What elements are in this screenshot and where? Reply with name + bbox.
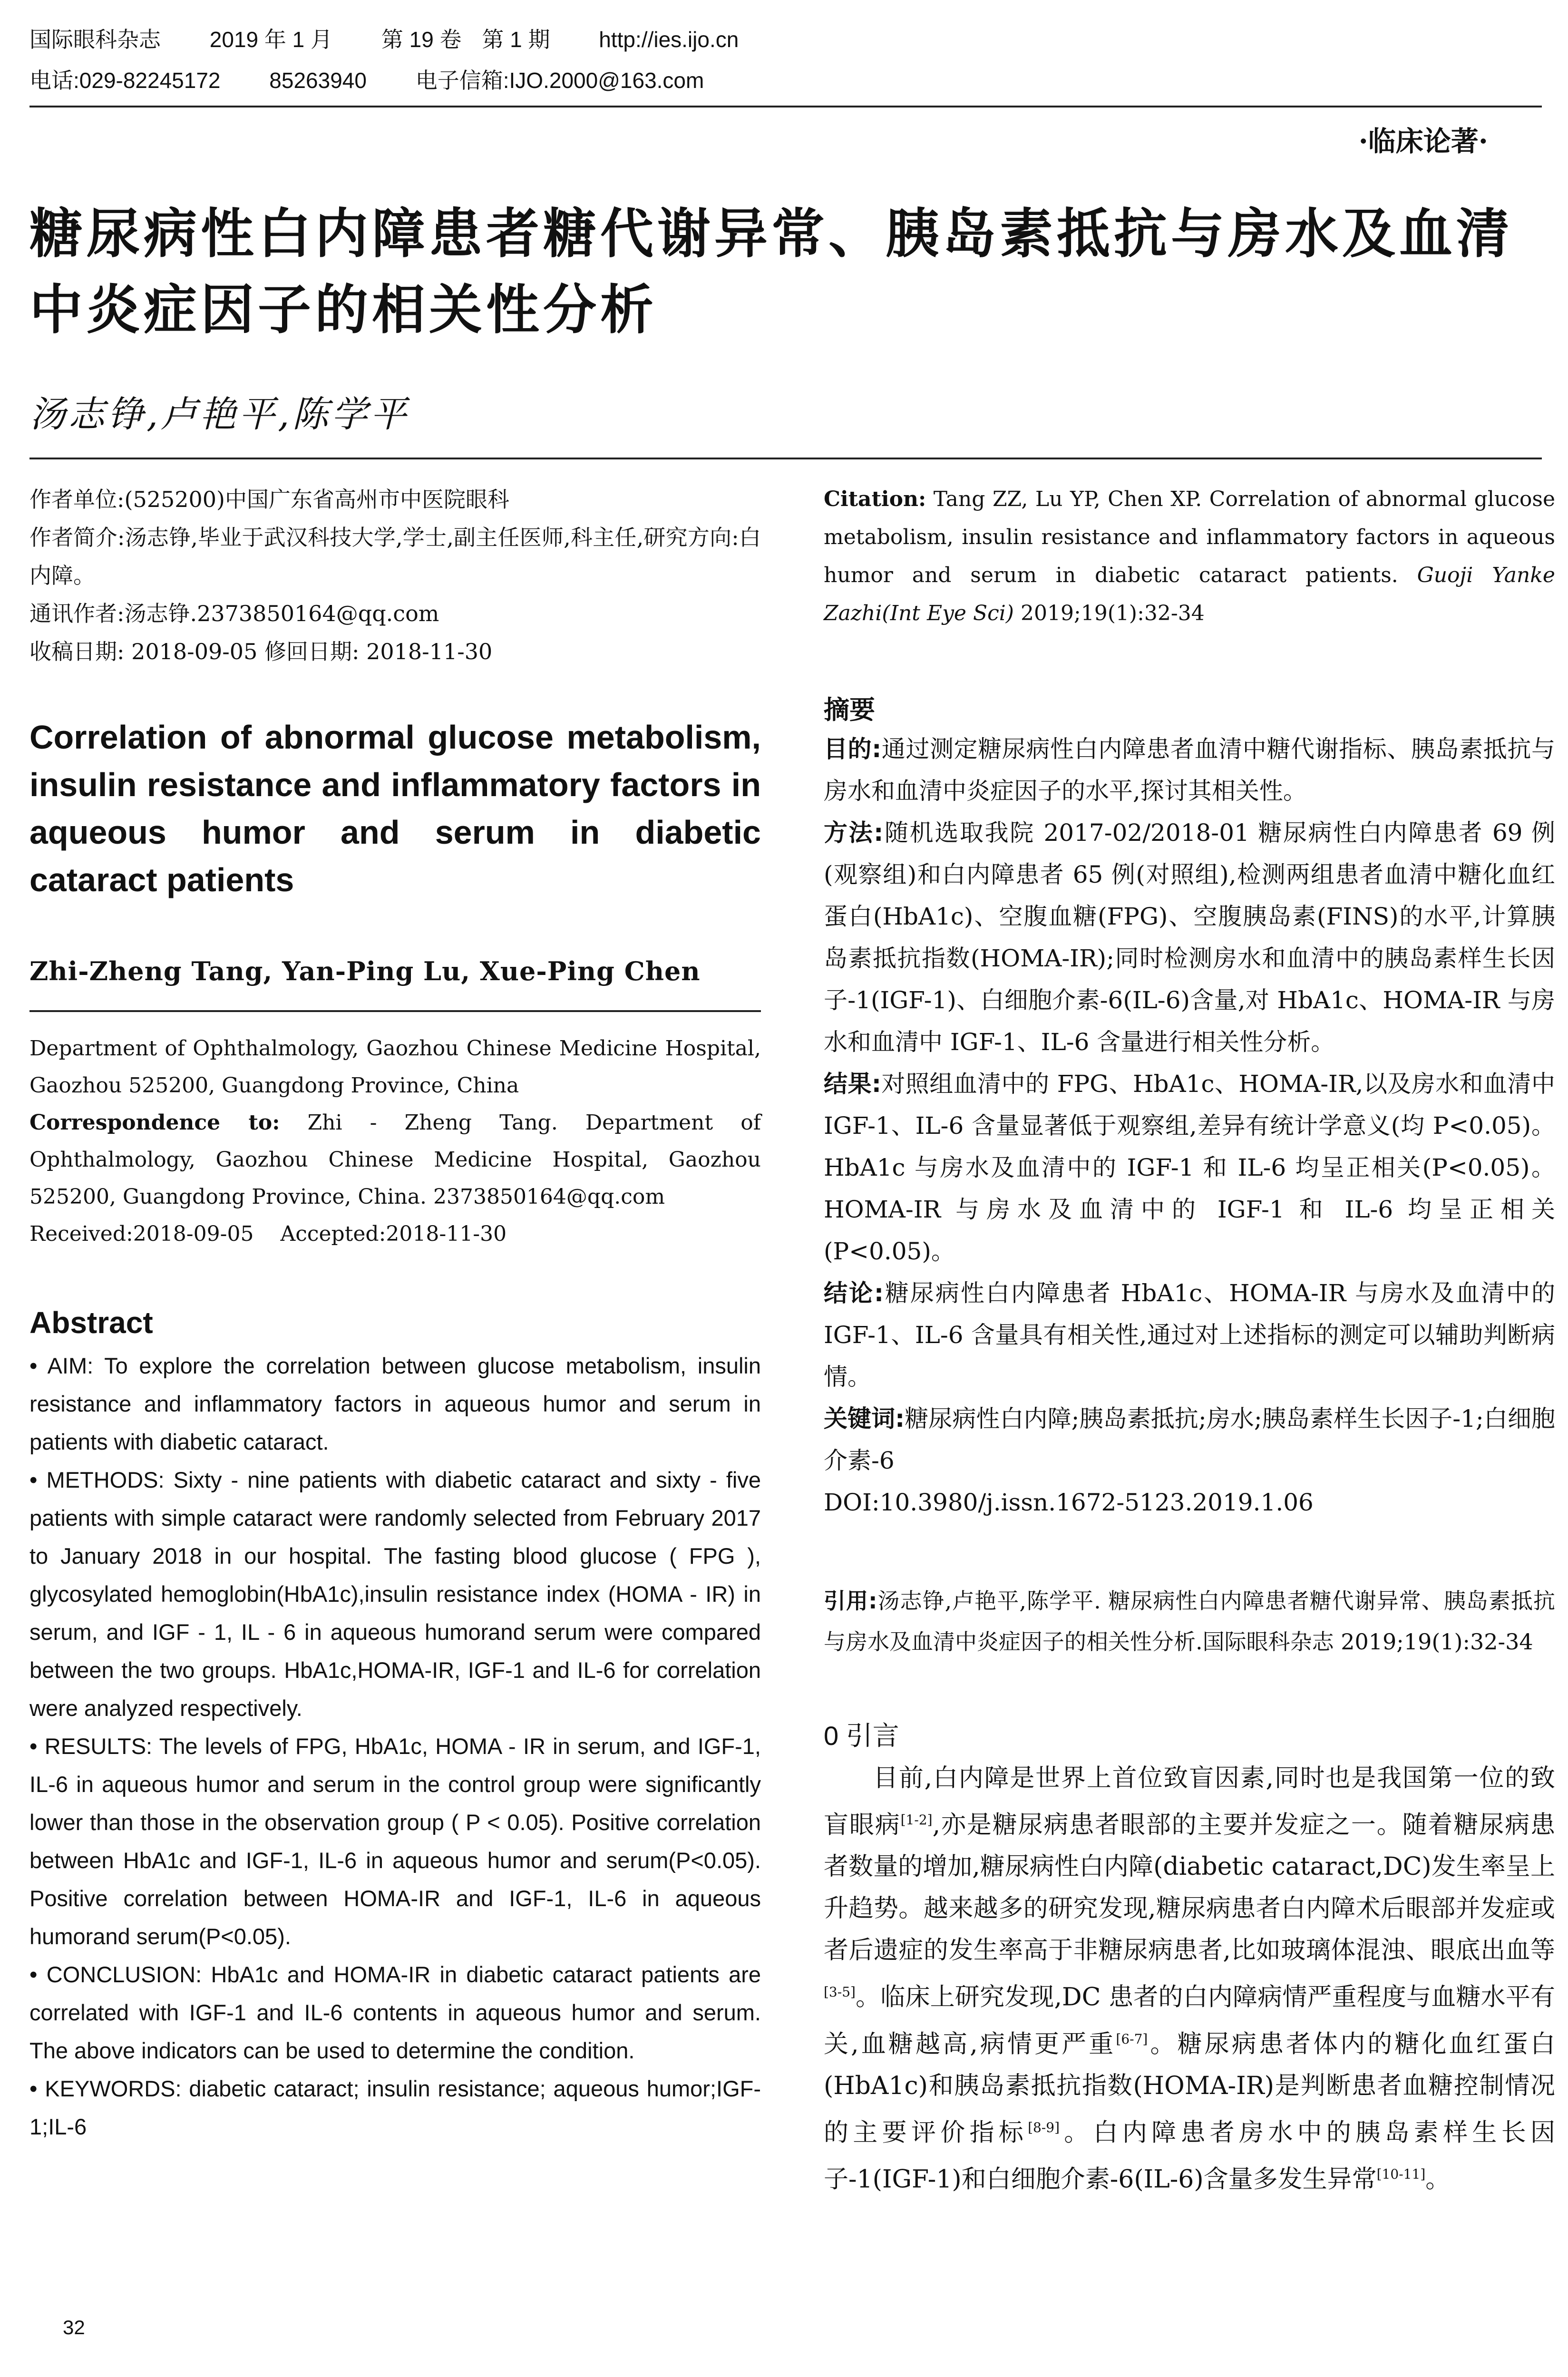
- intro-text-2: ,亦是糖尿病患者眼部的主要并发症之一。随着糖尿病患者数量的增加,糖尿病性白内障(diabetic cataract,DC)发生率呈上升趋势。越来越多的研究发现,糖尿病患者白内障术后眼部并发症或者后遗症的发生率高于非糖尿病患者,比如玻璃体混浊、眼底出血等: [824, 1811, 1555, 1965]
- abstract-heading-en: Abstract: [29, 1305, 153, 1340]
- intro-text-4: 。糖尿病患者体内的糖化血红蛋白(HbA1c)和胰岛素抵抗指数(HOMA-IR)是判断患者血糖控制情况的主要评价指标: [824, 2029, 1555, 2147]
- abstract-zh-aim: [824, 728, 1555, 812]
- methods-text: 随机选取我院 2017-02/2018-01 糖尿病性白内障患者 69 例(观察组)和白内障患者 65 例(对照组),检测两组患者血清中糖化血红蛋白(HbA1c)、空腹血糖(FPG)、空腹胰岛素(FINS)的水平,计算胰岛素抵抗指数(HOMA-IR);同时检测房水和血清中的胰岛素样生长因子-1(IGF-1)、白细胞介素-6(IL-6)含量,对 HbA1c、HOMA-IR 与房水和血清中 IGF-1、IL-6 含量进行相关性分析。: [824, 819, 1555, 1056]
- results-label: 结果:: [824, 1070, 881, 1098]
- left-column: [29, 480, 761, 2146]
- column-tag: ·临床论著·: [1358, 125, 1488, 157]
- abstract-zh-methods: [824, 812, 1555, 1063]
- citation-en: [824, 480, 1555, 633]
- volume: 第 19 卷: [381, 27, 462, 52]
- abstract-en: [29, 1347, 761, 2146]
- abstract-zh-results: [824, 1063, 1555, 1272]
- dates-en: Received:2018-09-05 Accepted:2018-11-30: [29, 1222, 507, 1246]
- intro-text-6: 。: [1425, 2165, 1451, 2194]
- ref-5[interactable]: [10-11]: [1376, 2166, 1426, 2182]
- ref-2[interactable]: [3-5]: [824, 1984, 856, 2000]
- conclusion-text: 糖尿病性白内障患者 HbA1c、HOMA-IR 与房水及血清中的 IGF-1、IL-6 含量具有相关性,通过对上述指标的测定可以辅助判断病情。: [824, 1279, 1555, 1391]
- issue: 第 1 期: [482, 27, 550, 52]
- ref-3[interactable]: [6-7]: [1116, 2031, 1148, 2047]
- abstract-conclusion: • CONCLUSION: HbA1c and HOMA-IR in diabetic cataract patients are correlated with IGF-1 and IL-6 contents in aqueous humor and serum. The above indicators can be used to determine the condition.: [29, 1962, 761, 2063]
- article-title-zh: 糖尿病性白内障患者糖代谢异常、胰岛素抵抗与房水及血清中炎症因子的相关性分析: [29, 203, 1513, 341]
- methods-label: 方法:: [824, 819, 884, 847]
- author-bio: 作者简介:汤志铮,毕业于武汉科技大学,学士,副主任医师,科主任,研究方向:白内障。: [29, 525, 761, 588]
- author-meta: [29, 480, 761, 671]
- authors-en-divider: [29, 1010, 761, 1012]
- phone-secondary: 85263940: [269, 68, 367, 93]
- correspondence-en: [29, 1104, 761, 1216]
- conclusion-label: 结论:: [824, 1279, 884, 1307]
- ref-1[interactable]: [1-2]: [900, 1812, 933, 1828]
- abstract-heading-zh: 摘要: [824, 694, 875, 725]
- phone: 电话:029-82245172: [29, 68, 221, 93]
- abstract-zh: [824, 728, 1555, 1523]
- keywords-label: 关键词:: [824, 1405, 905, 1432]
- issue-date: 2019 年 1 月: [209, 27, 333, 52]
- received-dates: 收稿日期: 2018-09-05 修回日期: 2018-11-30: [29, 639, 493, 664]
- results-text: 对照组血清中的 FPG、HbA1c、HOMA-IR,以及房水和血清中 IGF-1、IL-6 含量显著低于观察组,差异有统计学意义(均 P<0.05)。HbA1c 与房水及血清中的 IGF-1 和 IL-6 均呈正相关(P<0.05)。HOMA-IR 与房水及血清中的 IGF-1 和 IL-6 均呈正相关(P<0.05)。: [824, 1070, 1555, 1265]
- doi[interactable]: DOI:10.3980/j.issn.1672-5123.2019.1.06: [824, 1489, 1314, 1516]
- aim-label: 目的:: [824, 735, 882, 763]
- citation-label: Citation:: [824, 487, 926, 511]
- correspondence-text: Zhi - Zheng Tang. Department of Ophthalmology, Gaozhou Chinese Medicine Hospital, Gaozhou 525200, Guangdong Province, China. 2373850164@qq.com: [29, 1111, 761, 1209]
- department-en: Department of Ophthalmology, Gaozhou Chinese Medicine Hospital, Gaozhou 525200, Guangdong Province, China: [29, 1036, 761, 1098]
- authors-divider: [29, 458, 1542, 459]
- abstract-aim: • AIM: To explore the correlation between glucose metabolism, insulin resistance and inflammatory factors in aqueous humor and serum in patients with diabetic cataract.: [29, 1353, 761, 1454]
- intro-text-1: 目前,白内障是世界上首位致盲因素,同时也是我国第一位的致盲眼病: [824, 1764, 1555, 1840]
- citation-zh-text: 汤志铮,卢艳平,陈学平. 糖尿病性白内障患者糖代谢异常、胰岛素抵抗与房水及血清中炎症因子的相关性分析.国际眼科杂志 2019;19(1):32-34: [824, 1588, 1555, 1655]
- citation-zh-label: 引用:: [824, 1588, 877, 1614]
- intro-body: [824, 1757, 1555, 2201]
- citation-zh: [824, 1580, 1555, 1662]
- intro-text-5: 。白内障患者房水中的胰岛素样生长因子-1(IGF-1)和白细胞介素-6(IL-6)含量多发生异常: [824, 2118, 1555, 2194]
- journal-header: [29, 19, 1542, 101]
- header-divider: [29, 106, 1542, 107]
- website-link[interactable]: http://ies.ijo.cn: [599, 27, 739, 52]
- right-column: [824, 480, 1555, 2201]
- abstract-methods: • METHODS: Sixty - nine patients with diabetic cataract and sixty - five patients with simple cataract were randomly selected from February 2017 to January 2018 in our hospital. The fasting blood glucose ( FPG ), glycosylated hemoglobin(HbA1c),insulin resistance index (HOMA - IR) in serum, and IGF - 1, IL - 6 in aqueous humorand serum were compared between the two groups. HbA1c,HOMA-IR, IGF-1 and IL-6 for correlation were analyzed respectively.: [29, 1467, 761, 1721]
- abstract-results: • RESULTS: The levels of FPG, HbA1c, HOMA - IR in serum, and IGF-1, IL-6 in aqueous humor and serum in the control group were significantly lower than those in the observation group ( P < 0.05). Positive correlation between HbA1c and IGF-1, IL-6 in aqueous humor and serum(P<0.05). Positive correlation between HOMA-IR and IGF-1, IL-6 in aqueous humorand serum(P<0.05).: [29, 1734, 761, 1949]
- abstract-zh-conclusion: [824, 1272, 1555, 1398]
- authors-zh: 汤志铮,卢艳平,陈学平: [29, 393, 409, 435]
- keywords-text: 糖尿病性白内障;胰岛素抵抗;房水;胰岛素样生长因子-1;白细胞介素-6: [824, 1405, 1556, 1474]
- correspondence-label: Correspondence to:: [29, 1111, 280, 1135]
- intro-heading: 0 引言: [824, 1721, 899, 1751]
- journal-name: 国际眼科杂志: [29, 27, 161, 52]
- abstract-keywords: • KEYWORDS: diabetic cataract; insulin resistance; aqueous humor;IGF-1;IL-6: [29, 2076, 761, 2139]
- article-title-en: Correlation of abnormal glucose metabolism, insulin resistance and inflammatory factors in aqueous humor and serum in diabetic cataract patients: [29, 719, 761, 898]
- citation-text: Tang ZZ, Lu YP, Chen XP. Correlation of abnormal glucose metabolism, insulin resistance and inflammatory factors in aqueous humor and serum in diabetic cataract patients.: [824, 487, 1555, 587]
- aim-text: 通过测定糖尿病性白内障患者血清中糖代谢指标、胰岛素抵抗与房水和血清中炎症因子的水平,探讨其相关性。: [824, 735, 1556, 805]
- ref-4[interactable]: [8-9]: [1028, 2119, 1060, 2135]
- citation-ref: 2019;19(1):32-34: [1020, 601, 1205, 625]
- affiliation-en: [29, 1030, 761, 1253]
- citation-journal: Guoji Yanke Zazhi(Int Eye Sci): [824, 563, 1555, 625]
- corresponding-author: 通讯作者:汤志铮.2373850164@qq.com: [29, 601, 439, 626]
- author-affiliation: 作者单位:(525200)中国广东省高州市中医院眼科: [29, 487, 509, 512]
- authors-en: Zhi-Zheng Tang, Yan-Ping Lu, Xue-Ping Chen: [29, 956, 701, 986]
- email[interactable]: 电子信箱:IJO.2000@163.com: [415, 68, 704, 93]
- intro-text-3: 。临床上研究发现,DC 患者的白内障病情严重程度与血糖水平有关,血糖越高,病情更严重: [824, 1983, 1555, 2058]
- abstract-zh-keywords: [824, 1398, 1555, 1481]
- page-number: 32: [63, 2316, 85, 2338]
